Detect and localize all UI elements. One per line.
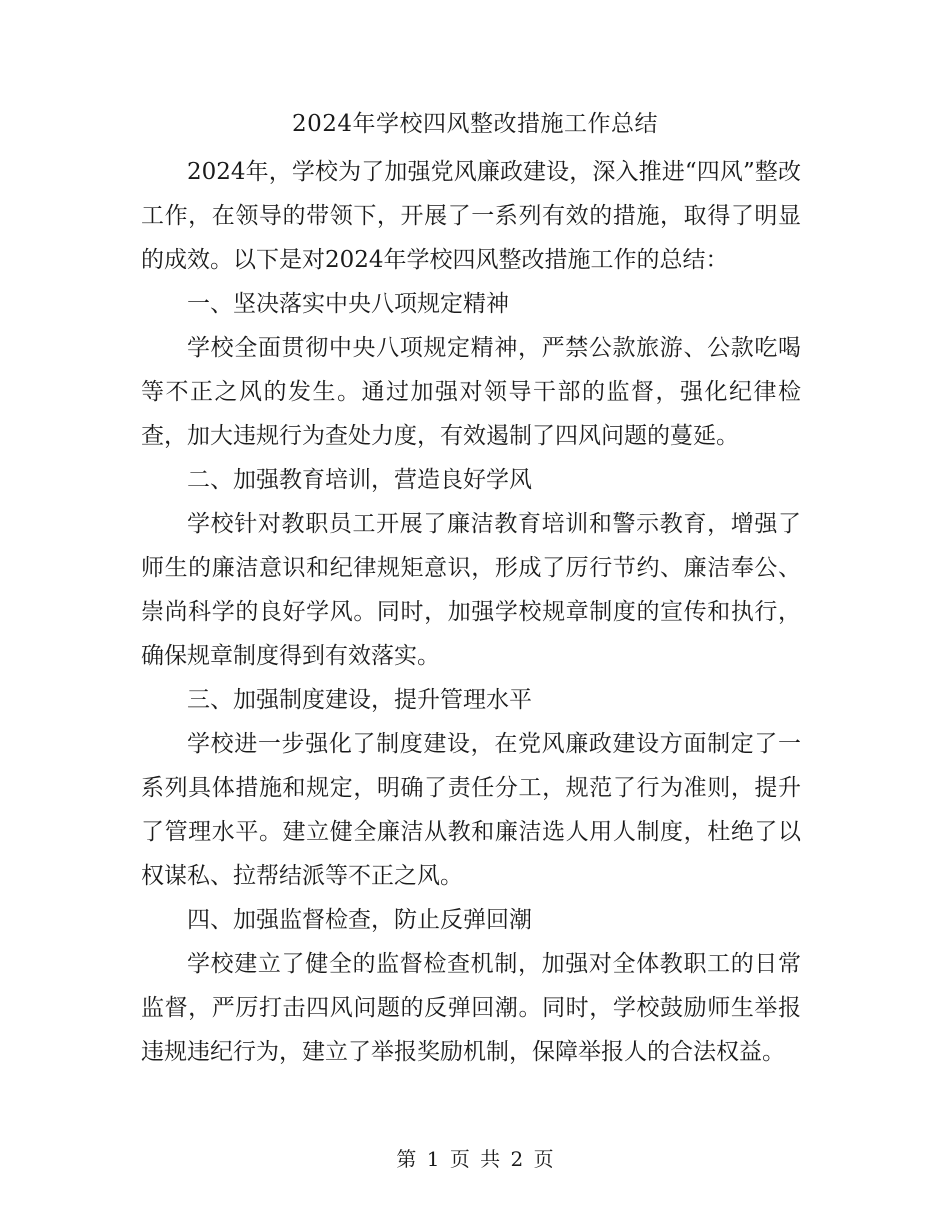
section-2-body: 学校针对教职员工开展了廉洁教育培训和警示教育，增强了师生的廉洁意识和纪律规矩意识，形成了厉行节约、廉洁奉公、崇尚科学的良好学风。同时，加强学校规章制度的宣传和执行，确保规章制度得到有效落实。 bbox=[141, 511, 801, 669]
section-3-body: 学校进一步强化了制度建设，在党风廉政建设方面制定了一系列具体措施和规定，明确了责任分工，规范了行为准则，提升了管理水平。建立健全廉洁从教和廉洁选人用人制度，杜绝了以权谋私、拉帮结派等不正之风。 bbox=[141, 731, 801, 889]
section-2-heading: 二、加强教育培训，营造良好学风 bbox=[187, 467, 532, 493]
document-body bbox=[141, 150, 801, 1074]
intro-paragraph: 2024年，学校为了加强党风廉政建设，深入推进“四风”整改工作，在领导的带领下，开展了一系列有效的措施，取得了明显的成效。以下是对2024年学校四风整改措施工作的总结： bbox=[141, 159, 801, 273]
section-4-heading: 四、加强监督检查，防止反弹回潮 bbox=[187, 907, 532, 933]
page-number-footer: 第 1 页 共 2 页 bbox=[396, 1147, 554, 1171]
section-3-heading: 三、加强制度建设，提升管理水平 bbox=[187, 687, 532, 713]
section-1-body: 学校全面贯彻中央八项规定精神，严禁公款旅游、公款吃喝等不正之风的发生。通过加强对领导干部的监督，强化纪律检查，加大违规行为查处力度，有效遏制了四风问题的蔓延。 bbox=[141, 335, 801, 449]
document-title: 2024年学校四风整改措施工作总结 bbox=[291, 111, 659, 137]
section-1-heading: 一、坚决落实中央八项规定精神 bbox=[187, 291, 509, 317]
section-4-body: 学校建立了健全的监督检查机制，加强对全体教职工的日常监督，严厉打击四风问题的反弹回潮。同时，学校鼓励师生举报违规违纪行为，建立了举报奖励机制，保障举报人的合法权益。 bbox=[141, 951, 801, 1065]
